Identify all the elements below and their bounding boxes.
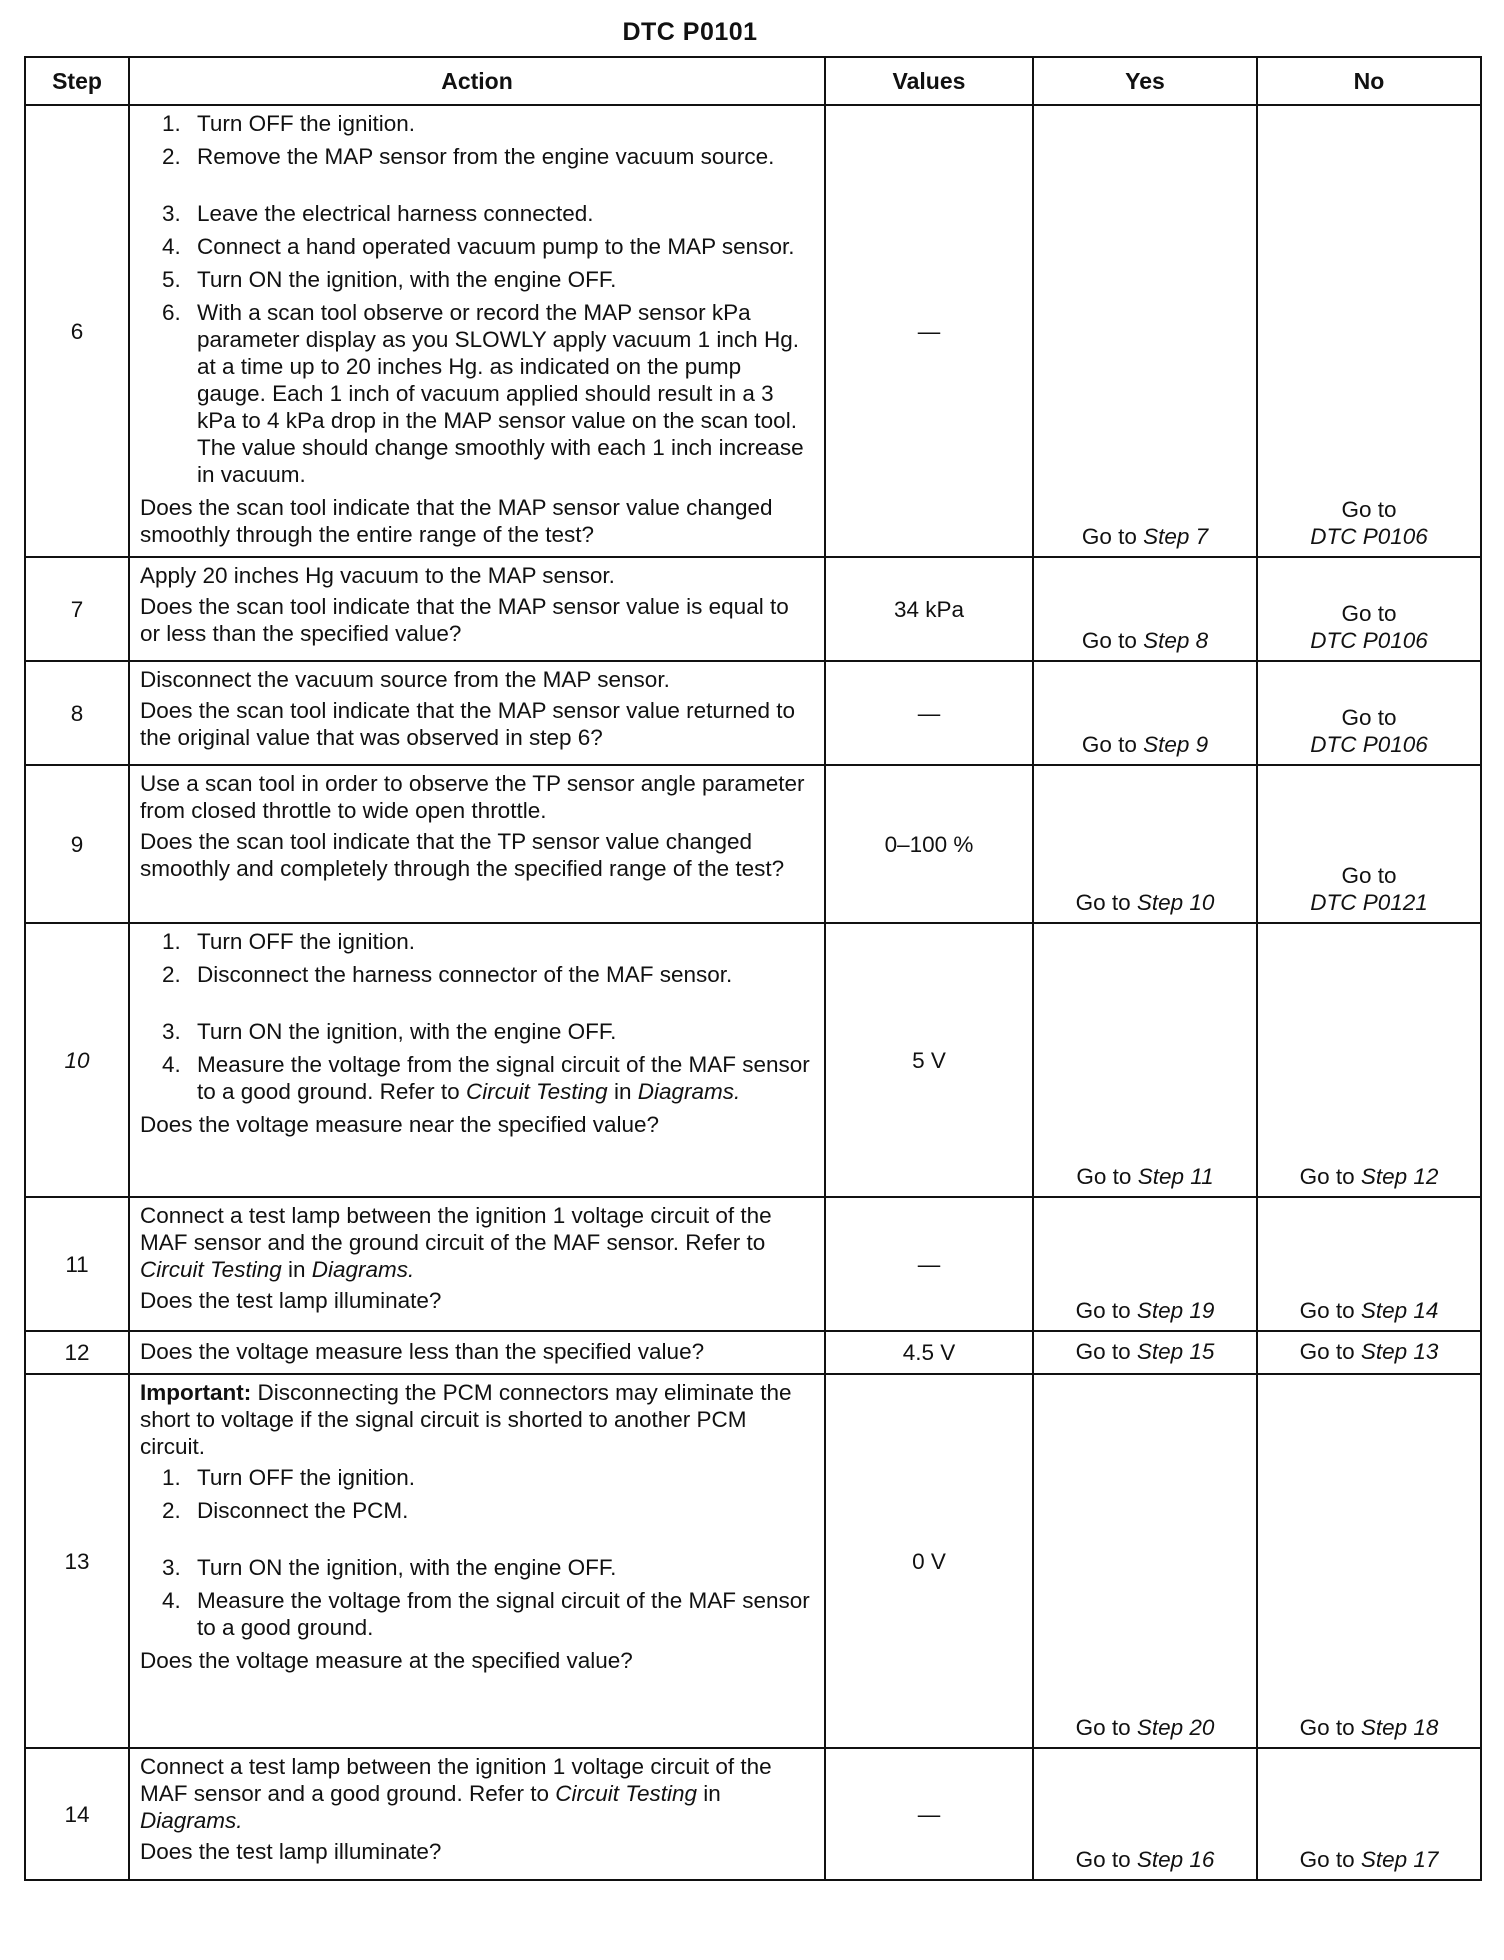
action-cell	[129, 1331, 825, 1374]
table-row	[25, 1748, 1481, 1880]
action-text: Use a scan tool in order to observe the TP sensor angle parameter from closed throttle to wide open throttle.	[140, 771, 805, 823]
reference-link: Circuit Testing	[555, 1781, 697, 1806]
header-action: Action	[129, 57, 825, 105]
no-cell: Go to DTC P0121	[1257, 765, 1481, 923]
yes-cell: Go to Step 11	[1033, 923, 1257, 1197]
table-row	[25, 105, 1481, 557]
table-row	[25, 1197, 1481, 1331]
action-cell	[129, 1748, 825, 1880]
value-cell: 5 V	[825, 923, 1033, 1197]
table-row	[25, 661, 1481, 765]
diagnostic-table	[24, 56, 1482, 1881]
yes-cell: Go to Step 15	[1033, 1331, 1257, 1374]
action-cell	[129, 661, 825, 765]
list-item: 4. Connect a hand operated vacuum pump to the MAP sensor.	[162, 234, 795, 259]
value-cell: 0 V	[825, 1374, 1033, 1748]
action-cell	[129, 1374, 825, 1748]
value-cell: 0–100 %	[825, 765, 1033, 923]
no-cell: Go to Step 14	[1257, 1197, 1481, 1331]
question-text: Does the scan tool indicate that the MAP sensor value is equal to or less than the specified value?	[140, 594, 789, 646]
step-number: 7	[25, 557, 129, 661]
question-text: Does the voltage measure less than the specified value?	[140, 1339, 705, 1364]
list-item: 4. Measure the voltage from the signal circuit of the MAF sensor to a good ground.	[162, 1588, 810, 1640]
list-item: 1. Turn OFF the ignition.	[162, 111, 416, 136]
step-number: 6	[25, 105, 129, 557]
action-cell	[129, 765, 825, 923]
table-row	[25, 557, 1481, 661]
no-cell: Go to DTC P0106	[1257, 105, 1481, 557]
action-cell	[129, 923, 825, 1197]
table-header-row	[25, 57, 1481, 105]
action-cell	[129, 105, 825, 557]
action-text: Disconnect the vacuum source from the MAP sensor.	[140, 667, 670, 692]
list-item: 3. Turn ON the ignition, with the engine OFF.	[162, 1019, 617, 1044]
list-item: 3. Turn ON the ignition, with the engine OFF.	[162, 1555, 617, 1580]
list-item: 2. Disconnect the PCM.	[162, 1498, 409, 1523]
no-cell: Go to DTC P0106	[1257, 557, 1481, 661]
yes-cell: Go to Step 19	[1033, 1197, 1257, 1331]
step-number: 14	[25, 1748, 129, 1880]
no-cell: Go to Step 12	[1257, 923, 1481, 1197]
header-no: No	[1257, 57, 1481, 105]
yes-cell: Go to Step 7	[1033, 105, 1257, 557]
value-cell: —	[825, 1748, 1033, 1880]
step-number: 12	[25, 1331, 129, 1374]
action-text: Connect a test lamp between the ignition 1 voltage circuit of the MAF sensor and a good ground. Refer to Circuit Testing in Diagrams.	[140, 1754, 772, 1833]
important-note: Important: Disconnecting the PCM connectors may eliminate the short to voltage if the signal circuit is shorted to another PCM circuit.	[140, 1380, 792, 1459]
step-number: 10	[25, 923, 129, 1197]
yes-cell: Go to Step 8	[1033, 557, 1257, 661]
list-item: 2. Remove the MAP sensor from the engine vacuum source.	[162, 144, 775, 169]
question-text: Does the voltage measure at the specified value?	[140, 1648, 633, 1673]
value-cell: —	[825, 1197, 1033, 1331]
table-row	[25, 923, 1481, 1197]
step-number: 11	[25, 1197, 129, 1331]
yes-cell: Go to Step 16	[1033, 1748, 1257, 1880]
yes-cell: Go to Step 9	[1033, 661, 1257, 765]
question-text: Does the scan tool indicate that the MAP sensor value changed smoothly through the entire range of the test?	[140, 495, 773, 547]
no-cell: Go to Step 18	[1257, 1374, 1481, 1748]
list-item: 5. Turn ON the ignition, with the engine OFF.	[162, 267, 617, 292]
no-cell: Go to DTC P0106	[1257, 661, 1481, 765]
action-cell	[129, 557, 825, 661]
table-row	[25, 765, 1481, 923]
action-text: Connect a test lamp between the ignition 1 voltage circuit of the MAF sensor and the ground circuit of the MAF sensor. Refer to Circuit Testing in Diagrams.	[140, 1203, 772, 1282]
table-row	[25, 1374, 1481, 1748]
no-cell: Go to Step 13	[1257, 1331, 1481, 1374]
page-title: DTC P0101	[622, 18, 758, 46]
value-cell: 34 kPa	[825, 557, 1033, 661]
question-text: Does the test lamp illuminate?	[140, 1288, 442, 1313]
yes-cell: Go to Step 20	[1033, 1374, 1257, 1748]
value-cell: —	[825, 105, 1033, 557]
value-cell: —	[825, 661, 1033, 765]
step-number: 13	[25, 1374, 129, 1748]
header-yes: Yes	[1033, 57, 1257, 105]
list-item: 2. Disconnect the harness connector of the MAF sensor.	[162, 962, 733, 987]
question-text: Does the scan tool indicate that the MAP sensor value returned to the original value that was observed in step 6?	[140, 698, 795, 750]
reference-link: Diagrams.	[637, 1079, 741, 1104]
step-number: 9	[25, 765, 129, 923]
header-step: Step	[25, 57, 129, 105]
header-values: Values	[825, 57, 1033, 105]
action-text: Apply 20 inches Hg vacuum to the MAP sensor.	[140, 563, 615, 588]
reference-link: Diagrams.	[140, 1808, 243, 1833]
no-cell: Go to Step 17	[1257, 1748, 1481, 1880]
list-item: 3. Leave the electrical harness connected.	[162, 201, 594, 226]
question-text: Does the voltage measure near the specified value?	[140, 1112, 660, 1137]
question-text: Does the scan tool indicate that the TP sensor value changed smoothly and completely through the specified range of the test?	[140, 829, 785, 881]
reference-link: Circuit Testing	[465, 1079, 608, 1104]
value-cell: 4.5 V	[825, 1331, 1033, 1374]
reference-link: Circuit Testing	[140, 1257, 282, 1282]
list-item: 4. Measure the voltage from the signal circuit of the MAF sensor to a good ground. Refer to Circuit Testing in Diagrams.	[162, 1052, 810, 1104]
question-text: Does the test lamp illuminate?	[140, 1839, 442, 1864]
yes-cell: Go to Step 10	[1033, 765, 1257, 923]
table-row	[25, 1331, 1481, 1374]
list-item: 1. Turn OFF the ignition.	[162, 1465, 416, 1490]
action-cell	[129, 1197, 825, 1331]
reference-link: Diagrams.	[311, 1257, 415, 1282]
step-number: 8	[25, 661, 129, 765]
list-item: 1. Turn OFF the ignition.	[162, 929, 416, 954]
list-item: 6. With a scan tool observe or record the MAP sensor kPa parameter display as you SLOWLY apply vacuum 1 inch Hg. at a time up to 20 inches Hg. as indicated on the pump gauge. Each 1 inch of vacuum applied should result in a 3 kPa to 4 kPa drop in the MAP sensor value on the scan tool. The value should change smoothly with each 1 inch increase in vacuum.	[162, 300, 804, 487]
